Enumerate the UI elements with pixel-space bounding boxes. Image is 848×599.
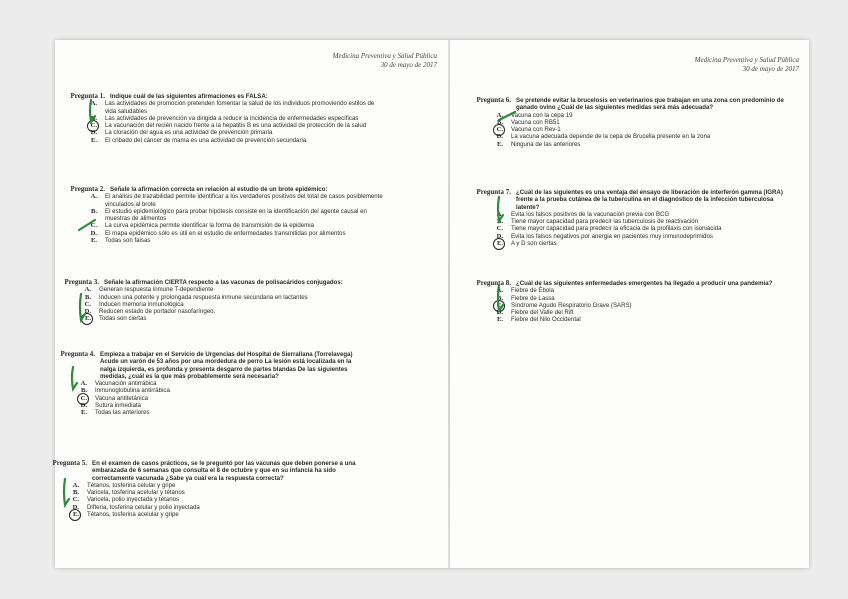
option-text: Tétanos, tosferina acelular y gripe: [87, 511, 179, 519]
pen-tick-mark: [491, 195, 511, 227]
option-letter: A.: [496, 111, 503, 119]
option-text: Fiebre de Lassa: [511, 294, 555, 302]
option-text: Reducen estado de portador nasofaríngeo.: [99, 308, 216, 316]
option-text: Difteria, tosferina celular y polio inyectada: [87, 503, 200, 511]
option-letter: E.: [496, 140, 503, 148]
answer-option: [449, 126, 789, 133]
option-text: Síndrome Agudo Respiratorio Grave (SARS): [511, 301, 632, 309]
option-letter: D.: [80, 402, 87, 410]
option-letter: E.: [90, 237, 97, 245]
option-letter: B.: [80, 387, 87, 395]
answer-option: [449, 240, 789, 247]
option-letter: D.: [496, 309, 503, 317]
option-letter: E.: [72, 511, 79, 519]
question-number: Pregunta 6.: [476, 96, 511, 104]
option-letter: A.: [496, 210, 503, 218]
answer-option: [43, 237, 383, 244]
option-letter: C.: [84, 300, 91, 308]
option-letter: B.: [84, 293, 91, 301]
answer-option: [33, 409, 368, 416]
answer-option: [449, 133, 789, 140]
page-fold: [448, 40, 450, 568]
header-date: 30 de mayo de 2017: [380, 61, 437, 69]
option-text: Fiebre de Ébola: [511, 287, 555, 295]
option-letter: E.: [90, 136, 97, 144]
option-text: La curva epidémica permite identificar la forma de transmisión de la epidemia: [105, 222, 314, 230]
question-text: ¿Cuál de las siguientes enfermedades emergentes ha llegado a producir una pandemia?: [516, 280, 773, 287]
right-page: [449, 40, 809, 568]
option-letter: A.: [496, 287, 503, 295]
pen-tick-mark: [491, 283, 511, 317]
option-letter: E.: [496, 316, 503, 324]
option-letter: B.: [496, 118, 503, 126]
option-letter: C.: [72, 496, 79, 504]
option-letter: C.: [90, 222, 97, 230]
option-letter: B.: [496, 218, 503, 226]
option-text: El análisis de trazabilidad permite identificar a los verdaderos positivos del total de casos posiblemente vinculados al brote: [105, 193, 383, 208]
option-text: Evita los falsos negativos por anergia en pacientes muy inmunodeprimidos: [511, 232, 713, 240]
option-text: Las actividades de prevención va dirigida a reducir la incidencia de enfermedades específicas: [105, 114, 359, 122]
option-text: Inmunoglobulina antirrábica: [95, 387, 170, 395]
option-letter: E.: [84, 315, 91, 323]
option-text: Todas las anteriores: [95, 409, 150, 417]
option-text: Vacuna antitetánica: [95, 394, 149, 402]
option-letter: B.: [496, 294, 503, 302]
question-number: Pregunta 8.: [476, 279, 511, 287]
question-text: Señale la afirmación correcta en relación al estudio de un brote epidémico:: [110, 186, 328, 193]
header-subject: Medicina Preventiva y Salud Pública: [694, 56, 799, 64]
option-text: El cribado del cáncer de mama es una actividad de prevención secundaria: [105, 136, 307, 144]
header-subject: Medicina Preventiva y Salud Pública: [332, 52, 437, 60]
answer-option: [33, 402, 368, 409]
option-text: Vacunación antirrábica: [95, 380, 157, 388]
question-text: Señale la afirmación CIERTA respecto a las vacunas de polisacáridos conjugados:: [104, 279, 343, 286]
option-letter: C.: [496, 126, 503, 134]
question-text: Se pretende evitar la brucelosis en veterinarios que trabajan en una zona con predominio de ganado ovino ¿Cuál de las siguientes medidas será más adecuada?: [516, 97, 784, 112]
pen-tick-mark: [65, 365, 85, 395]
option-text: Tétanos, tosferina celular y gripe: [87, 481, 176, 489]
option-letter: D.: [84, 308, 91, 316]
option-text: Las actividades de promoción pretenden fomentar la salud de los individuos promoviendo estilos de vida saludables: [105, 100, 375, 115]
question-text: En el examen de casos prácticos, se le preguntó por las vacunas que deben ponerse a una embarazada de 6 semanas que consulta el 8 de octubre y que en su infancia ha sido correctamente vacunada ¿Sabe ya cuál era la respuesta correcta?: [92, 460, 356, 482]
option-letter: A.: [90, 100, 97, 108]
option-letter: D.: [496, 232, 503, 240]
option-text: Todas son ciertas: [99, 315, 147, 323]
option-letter: C.: [80, 394, 87, 402]
option-text: Sutura inmediata: [95, 402, 142, 410]
option-letter: D.: [496, 133, 503, 141]
pen-tick-mark: [83, 98, 103, 128]
option-text: A y D son ciertas: [511, 240, 557, 248]
option-text: Varicela, tosferina acelular y tétanos: [87, 489, 185, 497]
option-text: Evita los falsos positivos de la vacunación previa con BCG: [511, 210, 670, 218]
question-number: Pregunta 2.: [70, 185, 105, 193]
question-number: Pregunta 4.: [60, 350, 95, 358]
right-header: [695, 56, 799, 74]
option-letter: E.: [80, 409, 87, 417]
option-text: Varicela, polio inyectada y tétanos: [87, 496, 180, 504]
option-text: Tiene mayor capacidad para predecir las tuberculosis de reactivación: [511, 218, 699, 226]
question-number: Pregunta 3.: [64, 278, 99, 286]
question-number: Pregunta 7.: [476, 188, 511, 196]
option-letter: B.: [90, 114, 97, 122]
option-text: La vacunación del recién nacido frente a la hepatitis B es una actividad de protección de la salud: [105, 122, 367, 130]
option-letter: A.: [80, 380, 87, 388]
option-text: Generan respuesta inmune T-dependiente: [99, 286, 214, 294]
answer-option: [43, 193, 383, 208]
option-text: El estudio epidemiológico para probar hipótesis consiste en la identificación del agente causal en muestras de alimentos: [105, 207, 367, 223]
option-text: Inducen memoria inmunológica: [99, 300, 184, 308]
question-header: [37, 279, 382, 286]
question-text: Empieza a trabajar en el Servicio de Urgencias del Hospital de Sierrallana (Torrelavega) Acude un varón de 53 años por una mordedura de perro La lesión está localizada en la nalga izquierda, es profunda y presenta desgarro de partes blandas De las siguientes medidas, ¿cuál es la que más probablemente será necesaria?: [100, 351, 353, 380]
option-text: Fiebre del Valle del Rift: [511, 309, 574, 317]
option-letter: D.: [72, 503, 79, 511]
option-letter: D.: [90, 129, 97, 137]
answer-option: [25, 511, 365, 518]
option-text: Tiene mayor capacidad para predecir la eficacia de la profilaxis con isoniacida: [511, 225, 722, 233]
option-text: Fiebre del Nilo Occidental: [511, 316, 581, 324]
pen-tick-mark: [57, 477, 77, 511]
left-page: [52, 40, 447, 568]
option-letter: C.: [90, 122, 97, 130]
option-letter: E.: [496, 240, 503, 248]
option-text: La cloración del agua es una actividad de prevención primaria: [105, 129, 273, 137]
option-letter: B.: [90, 207, 97, 215]
question-number: Pregunta 5.: [52, 459, 87, 467]
option-text: Vacuna con Rev-1: [511, 126, 561, 134]
answer-option: [449, 316, 789, 323]
answer-option: [33, 395, 368, 402]
option-letter: C.: [496, 225, 503, 233]
option-text: Ninguna de las anteriores: [511, 140, 581, 148]
pen-tick-mark: [497, 110, 517, 126]
option-letter: C.: [496, 301, 503, 309]
answer-circle-mark: [493, 238, 505, 250]
pen-tick-mark: [73, 292, 93, 326]
option-letter: A.: [90, 193, 97, 201]
pen-tick-mark: [77, 218, 97, 236]
option-text: El mapa epidémico sólo es útil en el estudio de enfermedades transmitidas por alimentos: [105, 229, 346, 237]
option-letter: D.: [90, 229, 97, 237]
option-text: Inducen una potente y prolongada respuesta inmune secundaria en lactantes: [99, 293, 308, 301]
option-text: Vacuna con RB51: [511, 118, 560, 126]
question-header: [43, 186, 383, 193]
left-header: [333, 52, 437, 70]
option-letter: A.: [72, 481, 79, 489]
option-text: Todas son falsas: [105, 237, 151, 245]
question-text: ¿Cuál de las siguientes es una ventaja del ensayo de liberación de interferón gamma (IGRA) frente a la prueba cutánea de la tuberculina en el diagnóstico de la infección tuberculosa latente?: [516, 189, 783, 211]
option-letter: A.: [84, 286, 91, 294]
question-text: Indique cuál de las siguientes afirmaciones es FALSA:: [110, 93, 268, 100]
option-text: La vacuna adecuada depende de la cepa de Brucella presente en la zona: [511, 133, 711, 141]
option-text: Vacuna con la cepa 19: [511, 111, 573, 119]
answer-option: [43, 129, 378, 136]
answer-option: [449, 141, 789, 148]
answer-option: [43, 137, 378, 144]
option-letter: B.: [72, 489, 79, 497]
question-number: Pregunta 1.: [70, 92, 105, 100]
header-date: 30 de mayo de 2017: [742, 65, 799, 73]
exam-spread: [52, 40, 809, 568]
